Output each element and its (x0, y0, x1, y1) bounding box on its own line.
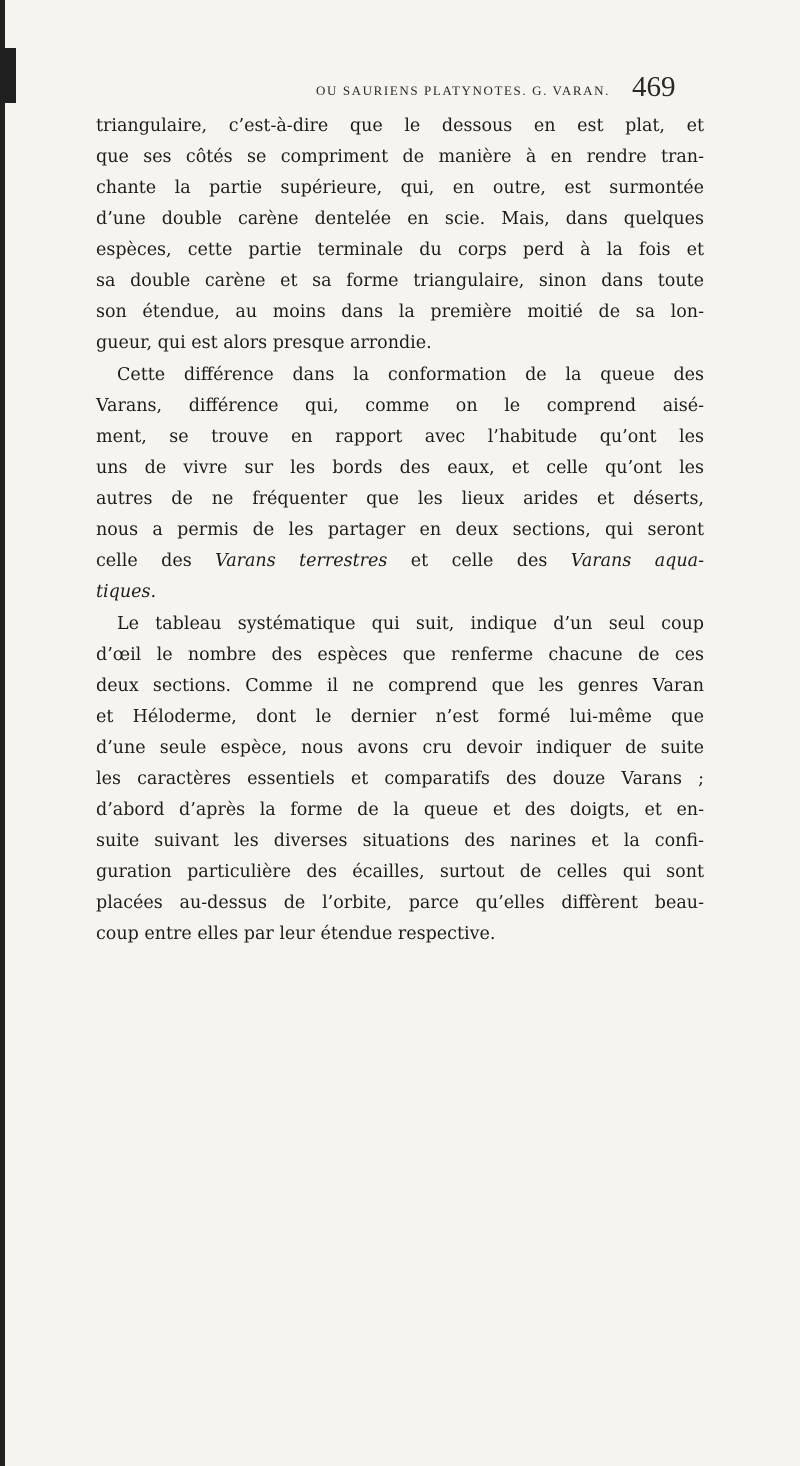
text-line: chante la partie supérieure, qui, en outre, est surmontée (96, 178, 704, 198)
text-line: coup entre elles par leur étendue respective. (96, 924, 496, 944)
text-line: que ses côtés se compriment de manière à en rendre tran- (96, 147, 704, 167)
text-run: et celle des (387, 551, 571, 571)
text-line: les caractères essentiels et comparatifs des douze Varans ; (96, 769, 704, 789)
text-line: et Héloderme, dont le dernier n’est formé lui-même que (96, 707, 704, 727)
text-line: sa double carène et sa forme triangulaire, sinon dans toute (96, 271, 704, 291)
text-line: placées au-dessus de l’orbite, parce qu’elles diffèrent beau- (96, 893, 704, 913)
text-line: gueur, qui est alors presque arrondie. (96, 333, 432, 353)
text-line: nous a permis de les partager en deux sections, qui seront (96, 520, 704, 540)
page-number: 469 (632, 71, 676, 103)
text-line: d’œil le nombre des espèces que renferme chacune de ces (96, 645, 704, 665)
text-line (96, 553, 704, 571)
text-line: ment, se trouve en rapport avec l’habitude qu’ont les (96, 427, 704, 447)
text-line: triangulaire, c’est-à-dire que le dessous en est plat, et (96, 116, 704, 136)
running-head: OU SAURIENS PLATYNOTES. G. VARAN. (316, 83, 610, 98)
text-run: celle des (96, 551, 216, 571)
text-line: Cette différence dans la conformation de la queue des (117, 365, 704, 385)
text-line: Le tableau systématique qui suit, indique d’un seul coup (117, 614, 704, 634)
text-line: Varans, différence qui, comme on le comprend aisé- (96, 396, 704, 416)
text-line: tiques. (96, 582, 157, 602)
italic-term: Varans aqua- (570, 551, 705, 571)
text-line: d’une double carène dentelée en scie. Mais, dans quelques (96, 209, 704, 229)
text-line: guration particulière des écailles, surtout de celles qui sont (96, 862, 704, 882)
text-line: d’abord d’après la forme de la queue et des doigts, et en- (96, 800, 704, 820)
text-line: suite suivant les diverses situations des narines et la confi- (96, 831, 704, 851)
italic-term: Varans terrestres (215, 551, 388, 571)
text-line: espèces, cette partie terminale du corps perd à la fois et (96, 240, 704, 260)
text-line: deux sections. Comme il ne comprend que les genres Varan (96, 676, 704, 696)
text-line: son étendue, au moins dans la première moitié de sa lon- (96, 302, 704, 322)
text-line: autres de ne fréquenter que les lieux arides et déserts, (96, 489, 704, 509)
text-line: d’une seule espèce, nous avons cru devoir indiquer de suite (96, 738, 704, 758)
text-line: uns de vivre sur les bords des eaux, et celle qu’ont les (96, 458, 704, 478)
